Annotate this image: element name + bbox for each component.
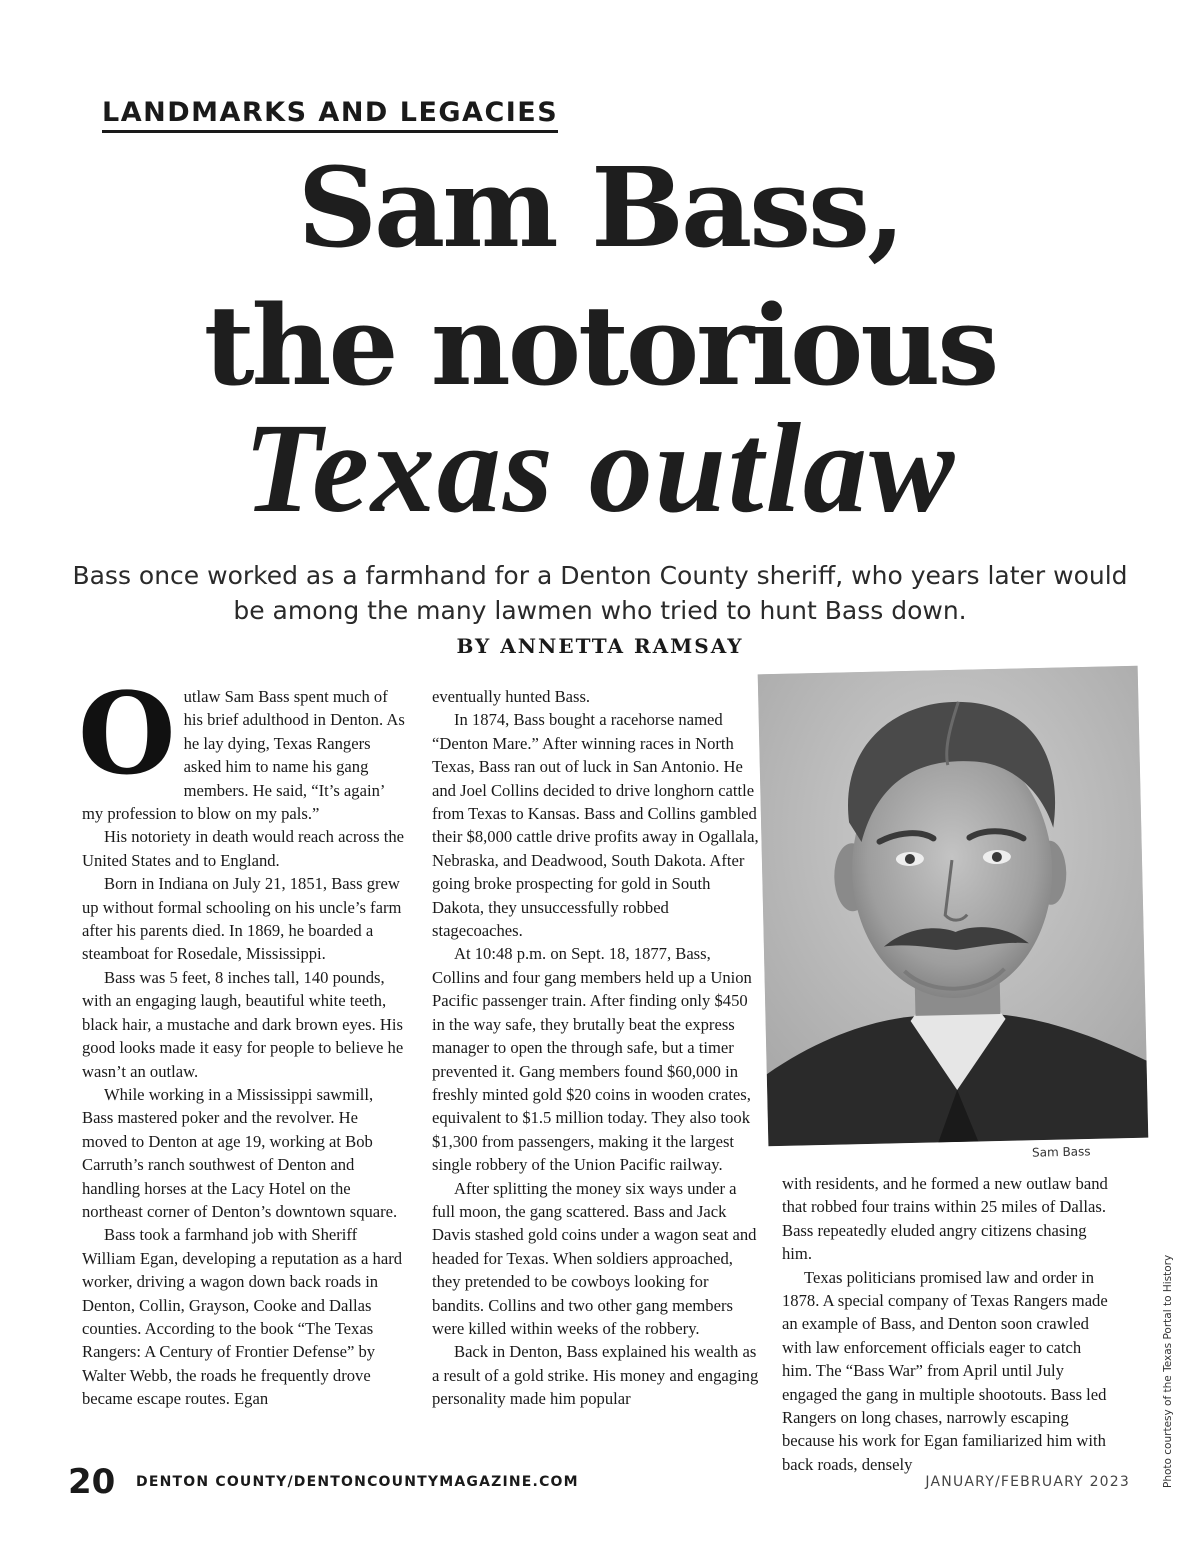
- portrait-photo-frame: [758, 666, 1149, 1146]
- page-number: 20: [68, 1462, 116, 1502]
- drop-cap: O: [78, 669, 176, 800]
- article-column-3: [782, 1172, 1108, 1476]
- paragraph-2-2: In 1874, Bass bought a racehorse named “Denton Mare.” After winning races in North Texas, Bass ran out of luck in San Antonio. He and Joel Collins decided to drive longhorn cattle from Texas to Kansas. Bass and Collins gambled their $8,000 cattle drive profits away in Ogallala, Nebraska, and Deadwood, South Dakota. After going broke prospecting for gold in South Dakota, they unsuccessfully robbed stagecoaches.: [432, 710, 759, 941]
- paragraph-3-1: with residents, and he formed a new outlaw band that robbed four trains within 25 miles of Dallas. Bass repeatedly eluded angry citizens chasing him.: [782, 1174, 1108, 1264]
- article-column-2: [432, 685, 760, 1411]
- portrait-photo-illustration: [758, 666, 1149, 1146]
- paragraph-1-5: While working in a Mississippi sawmill, Bass mastered poker and the revolver. He moved to Denton at age 19, working at Bob Carruth’s ranch southwest of Denton and handling horses at the Lacy Hotel on the northeast corner of Denton’s downtown square.: [82, 1084, 398, 1221]
- paragraph-2-3: At 10:48 p.m. on Sept. 18, 1877, Bass, Collins and four gang members held up a Union Pacific passenger train. After finding only $450 in the way safe, they brutally beat the express manager to open the through safe, but a timer prevented it. Gang members found $60,000 in freshly minted gold $20 coins in wooden crates, equivalent to $1.5 million today. They also took $1,300 from passengers, making it the largest single robbery of the Union Pacific railway.: [432, 944, 752, 1175]
- headline-line-3: Texas outlaw: [243, 397, 957, 539]
- deck-subtitle: Bass once worked as a farmhand for a Denton County sheriff, who years later would be among the many lawmen who tried to hunt Bass down.: [72, 561, 1128, 625]
- paragraph-1-4: Bass was 5 feet, 8 inches tall, 140 pounds, with an engaging laugh, beautiful white teeth, black hair, a mustache and dark brown eyes. His good looks made it easy for people to believe he wasn’t an outlaw.: [82, 967, 404, 1081]
- article-column-1: [78, 669, 406, 1411]
- paragraph-1-1-text: utlaw Sam Bass spent much of his brief adulthood in Denton. As he lay dying, Texas Rangers asked him to name his gang members. He said, “It’s again’ my profession to blow on my pals.”: [82, 687, 405, 824]
- paragraph-1-1: [78, 669, 406, 825]
- headline-line-1: Sam Bass,: [297, 143, 903, 272]
- section-label: LANDMARKS AND LEGACIES: [102, 96, 558, 133]
- paragraph-2-4: After splitting the money six ways under a full moon, the gang scattered. Bass and Jack Davis stashed gold coins under a wagon seat and headed for Texas. When soldiers approached, they pretended to be cowboys looking for bandits. Collins and two other gang members were killed within weeks of the robbery.: [432, 1178, 757, 1338]
- paragraph-2-1: eventually hunted Bass.: [432, 687, 591, 706]
- byline: BY ANNETTA RAMSAY: [456, 634, 744, 658]
- issue-date: JANUARY/FEBRUARY 2023: [925, 1474, 1130, 1490]
- paragraph-1-3: Born in Indiana on July 21, 1851, Bass grew up without formal schooling on his uncle’s farm after his parents died. In 1869, he boarded a steamboat for Rosedale, Mississippi.: [82, 874, 402, 964]
- paragraph-1-2: His notoriety in death would reach across the United States and to England.: [82, 827, 404, 870]
- paragraph-1-6: Bass took a farmhand job with Sheriff William Egan, developing a reputation as a hard worker, driving a wagon down back roads in Denton, Collin, Grayson, Cooke and Dallas counties. According to the book “The Texas Rangers: A Century of Frontier Defense” by Walter Webb, the roads he frequently drove became escape routes. Egan: [82, 1225, 403, 1409]
- portrait-photo: [758, 666, 1149, 1146]
- paragraph-2-5: Back in Denton, Bass explained his wealth as a result of a gold strike. His money and engaging personality made him popular: [432, 1342, 759, 1409]
- paragraph-3-2: Texas politicians promised law and order in 1878. A special company of Texas Rangers made an example of Bass, and Denton soon crawled with law enforcement officials eager to catch him. The “Bass War” from April until July engaged the gang in multiple shootouts. Bass led Rangers on long chases, narrowly escaping because his work for Egan familiarized him with back roads, densely: [782, 1267, 1108, 1474]
- headline-line-2: the notorious: [203, 281, 997, 410]
- publication-name: DENTON COUNTY/DENTONCOUNTYMAGAZINE.COM: [136, 1474, 579, 1490]
- photo-caption: Sam Bass: [1031, 1144, 1091, 1160]
- photo-credit: Photo courtesy of the Texas Portal to History: [1162, 1254, 1174, 1488]
